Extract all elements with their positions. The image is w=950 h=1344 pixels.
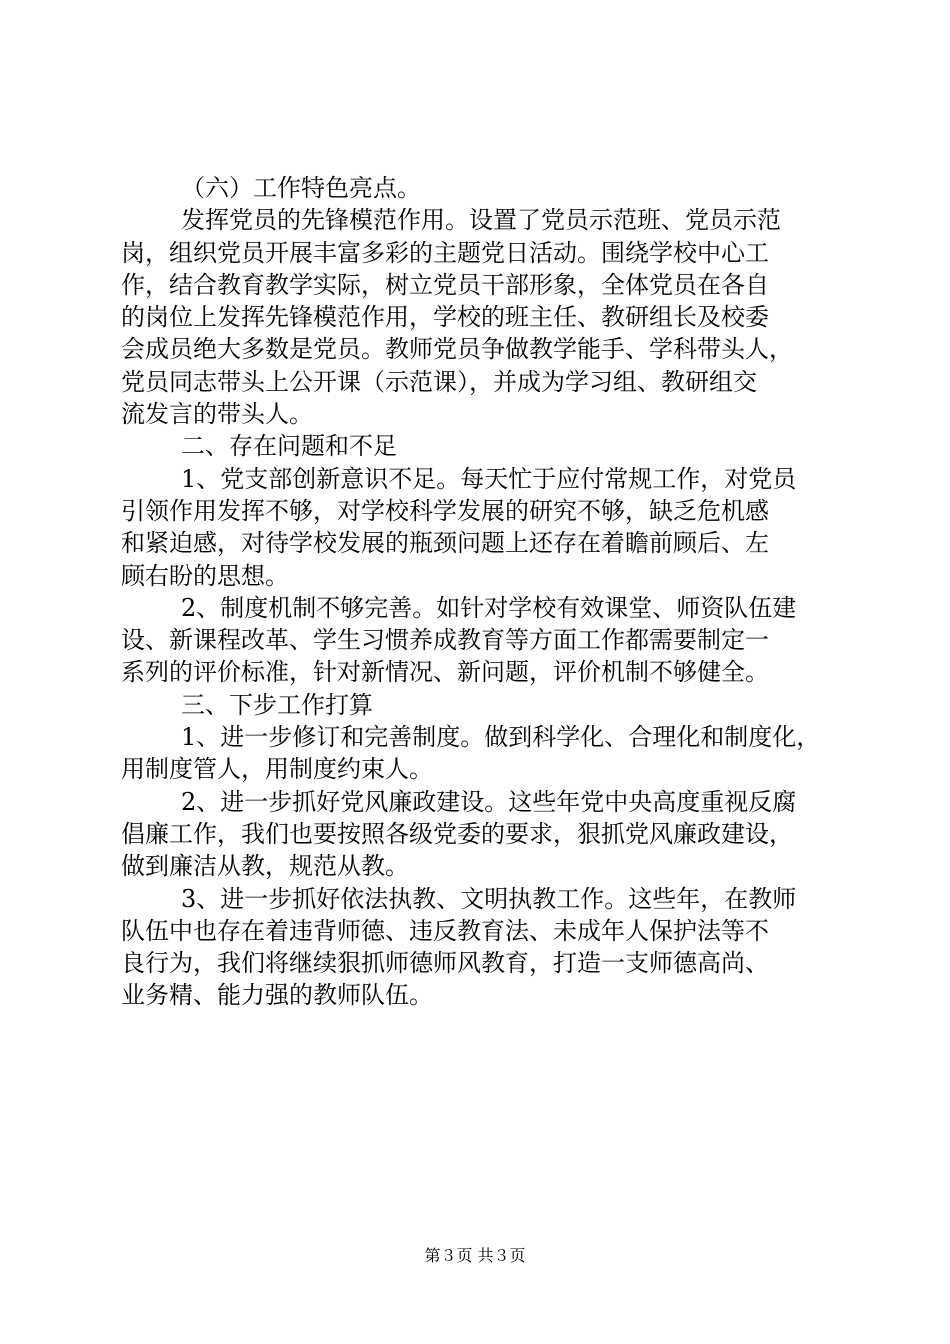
section-heading: 二、存在问题和不足 — [181, 432, 397, 461]
paragraph-line: 引领作用发挥不够，对学校科学发展的研究不够，缺乏危机感 — [121, 496, 769, 525]
paragraph-line: 良行为，我们将继续狠抓师德师风教育，打造一支师德高尚、 — [121, 949, 769, 978]
paragraph-line: 队伍中也存在着违背师德、违反教育法、未成年人保护法等不 — [121, 916, 769, 945]
paragraph-line: 设、新课程改革、学生习惯养成教育等方面工作都需要制定一 — [121, 626, 769, 655]
paragraph-line: 的岗位上发挥先锋模范作用，学校的班主任、教研组长及校委 — [121, 303, 769, 332]
paragraph-line: 和紧迫感，对待学校发展的瓶颈问题上还存在着瞻前顾后、左 — [121, 529, 769, 558]
paragraph-line: 做到廉洁从教，规范从教。 — [121, 852, 409, 881]
paragraph-line: 发挥党员的先锋模范作用。设置了党员示范班、党员示范 — [181, 206, 781, 235]
paragraph-line: 流发言的带头人。 — [121, 400, 313, 429]
paragraph-line: 用制度管人，用制度约束人。 — [121, 755, 433, 784]
section-heading: （六）工作特色亮点。 — [181, 174, 421, 202]
paragraph-line: 岗，组织党员开展丰富多彩的主题党日活动。围绕学校中心工 — [121, 238, 769, 267]
page-footer: 第３页 共３页 — [424, 1246, 526, 1265]
section-heading: 三、下步工作打算 — [181, 690, 373, 719]
paragraph-line: 党员同志带头上公开课（示范课），并成为学习组、教研组交 — [121, 367, 757, 396]
paragraph-line: 会成员绝大多数是党员。教师党员争做教学能手、学科带头人， — [121, 335, 793, 364]
paragraph-line: 1、党支部创新意识不足。每天忙于应付常规工作，对党员 — [181, 464, 797, 493]
paragraph-line: 业务精、能力强的教师队伍。 — [121, 981, 433, 1010]
paragraph-line: 1、进一步修订和完善制度。做到科学化、合理化和制度化， — [181, 723, 821, 752]
paragraph-line: 作，结合教育教学实际，树立党员干部形象，全体党员在各自 — [121, 270, 769, 299]
paragraph-line: 3、进一步抓好依法执教、文明执教工作。这些年，在教师 — [181, 884, 797, 913]
paragraph-line: 2、制度机制不够完善。如针对学校有效课堂、师资队伍建 — [181, 593, 797, 622]
document-body — [121, 172, 841, 1012]
paragraph-line: 2、进一步抓好党风廉政建设。这些年党中央高度重视反腐 — [181, 787, 797, 816]
paragraph-line: 系列的评价标准，针对新情况、新问题，评价机制不够健全。 — [121, 658, 769, 687]
paragraph-line: 倡廉工作，我们也要按照各级党委的要求，狠抓党风廉政建设， — [121, 819, 793, 848]
paragraph-line: 顾右盼的思想。 — [121, 561, 289, 590]
